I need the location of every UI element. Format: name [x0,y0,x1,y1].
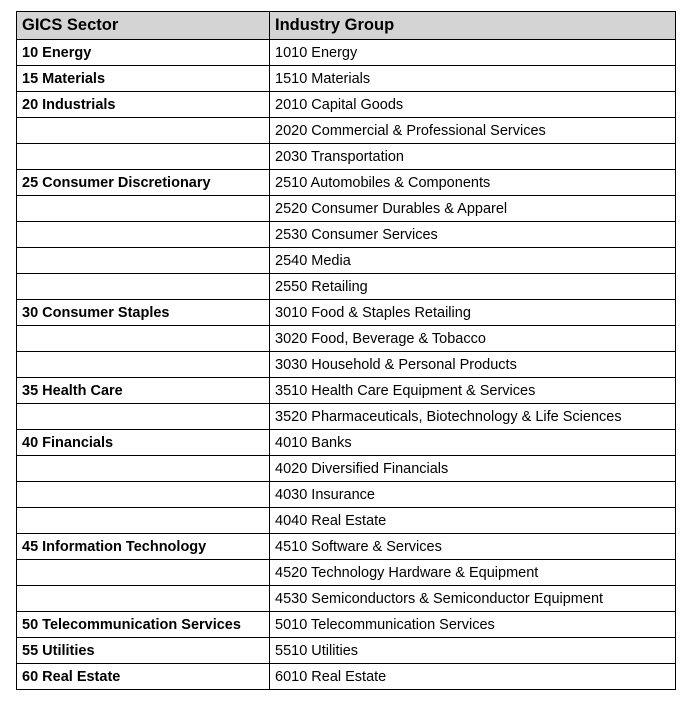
sector-cell [17,352,270,378]
table-body [17,40,676,690]
industry-group-cell: 2540 Media [270,248,676,274]
sector-cell: 10 Energy [17,40,270,66]
table-row [17,430,676,456]
table-row [17,482,676,508]
sector-cell: 60 Real Estate [17,664,270,690]
table-row [17,144,676,170]
table-row [17,664,676,690]
sector-cell [17,508,270,534]
industry-group-cell: 3510 Health Care Equipment & Services [270,378,676,404]
industry-group-cell: 2020 Commercial & Professional Services [270,118,676,144]
sector-cell: 20 Industrials [17,92,270,118]
sector-cell [17,118,270,144]
table-header [17,12,676,40]
sector-cell: 50 Telecommunication Services [17,612,270,638]
table-row [17,92,676,118]
sector-cell [17,456,270,482]
sector-cell: 15 Materials [17,66,270,92]
table-row [17,352,676,378]
industry-group-cell: 2550 Retailing [270,274,676,300]
industry-group-cell: 4020 Diversified Financials [270,456,676,482]
sector-cell: 35 Health Care [17,378,270,404]
sector-cell [17,586,270,612]
table-row [17,612,676,638]
sector-cell: 30 Consumer Staples [17,300,270,326]
gics-table-container [16,11,676,690]
table-row [17,118,676,144]
table-row [17,40,676,66]
table-row [17,508,676,534]
industry-group-cell: 2520 Consumer Durables & Apparel [270,196,676,222]
table-row [17,534,676,560]
industry-group-cell: 4040 Real Estate [270,508,676,534]
sector-cell [17,560,270,586]
header-gics-sector: GICS Sector [17,12,270,40]
sector-cell [17,274,270,300]
gics-table [16,11,676,690]
industry-group-cell: 2030 Transportation [270,144,676,170]
industry-group-cell: 4530 Semiconductors & Semiconductor Equipment [270,586,676,612]
table-row [17,560,676,586]
sector-cell: 40 Financials [17,430,270,456]
table-row [17,248,676,274]
table-row [17,300,676,326]
table-row [17,66,676,92]
industry-group-cell: 4010 Banks [270,430,676,456]
industry-group-cell: 1010 Energy [270,40,676,66]
industry-group-cell: 3010 Food & Staples Retailing [270,300,676,326]
table-row [17,378,676,404]
sector-cell [17,144,270,170]
industry-group-cell: 1510 Materials [270,66,676,92]
industry-group-cell: 2530 Consumer Services [270,222,676,248]
sector-cell: 25 Consumer Discretionary [17,170,270,196]
industry-group-cell: 4510 Software & Services [270,534,676,560]
sector-cell [17,404,270,430]
sector-cell [17,326,270,352]
table-row [17,196,676,222]
industry-group-cell: 2010 Capital Goods [270,92,676,118]
table-row [17,170,676,196]
sector-cell [17,222,270,248]
table-row [17,456,676,482]
industry-group-cell: 2510 Automobiles & Components [270,170,676,196]
industry-group-cell: 6010 Real Estate [270,664,676,690]
industry-group-cell: 5510 Utilities [270,638,676,664]
table-row [17,274,676,300]
header-row [17,12,676,40]
table-row [17,326,676,352]
table-row [17,222,676,248]
industry-group-cell: 3030 Household & Personal Products [270,352,676,378]
header-industry-group: Industry Group [270,12,676,40]
sector-cell [17,196,270,222]
industry-group-cell: 4030 Insurance [270,482,676,508]
sector-cell [17,248,270,274]
sector-cell: 45 Information Technology [17,534,270,560]
industry-group-cell: 4520 Technology Hardware & Equipment [270,560,676,586]
industry-group-cell: 3520 Pharmaceuticals, Biotechnology & Life Sciences [270,404,676,430]
table-row [17,404,676,430]
table-row [17,638,676,664]
sector-cell [17,482,270,508]
sector-cell: 55 Utilities [17,638,270,664]
table-row [17,586,676,612]
industry-group-cell: 3020 Food, Beverage & Tobacco [270,326,676,352]
industry-group-cell: 5010 Telecommunication Services [270,612,676,638]
